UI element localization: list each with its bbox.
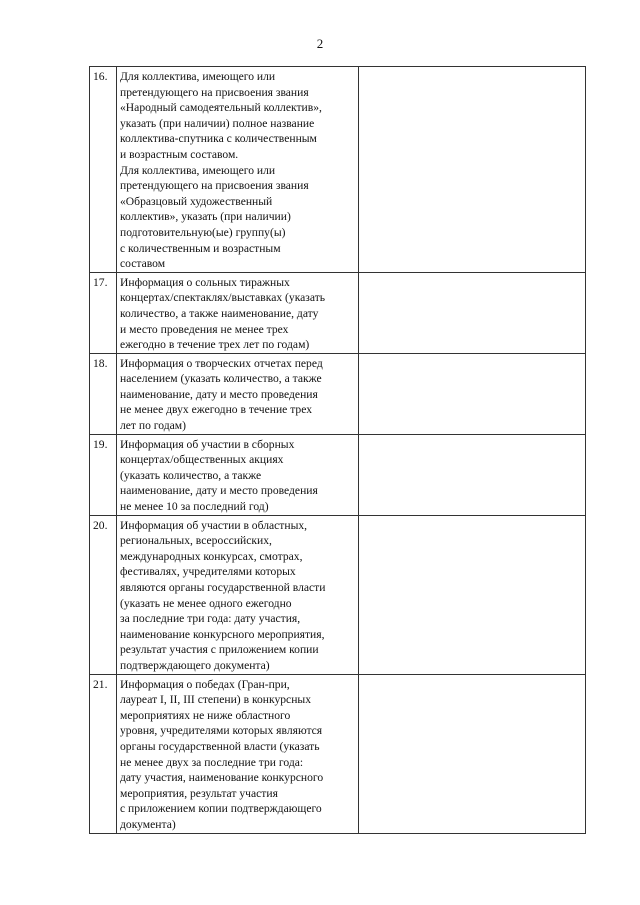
description-line: (указать количество, а также xyxy=(120,468,262,482)
description-line: Информация о сольных тиражных xyxy=(120,275,290,289)
row-description xyxy=(117,515,359,674)
description-paragraph xyxy=(120,275,355,353)
description-paragraph xyxy=(120,518,355,674)
description-line: за последние три года: дату участия, xyxy=(120,612,301,626)
page-number: 2 xyxy=(316,36,324,51)
row-number: 16. xyxy=(90,67,117,273)
row-value-field[interactable] xyxy=(359,515,586,674)
description-line: указать (при наличии) полное название xyxy=(120,116,315,130)
description-line: Для коллектива, имеющего или xyxy=(120,163,276,177)
description-line: не менее 10 за последний год) xyxy=(120,500,269,514)
row-number: 17. xyxy=(90,272,117,353)
table-row xyxy=(90,434,586,515)
row-description xyxy=(117,353,359,434)
description-paragraph xyxy=(120,437,355,515)
description-line: результат участия с приложением копии xyxy=(120,643,319,657)
description-line: наименование, дату и место проведения xyxy=(120,484,318,498)
description-line: коллектива-спутника с количественным xyxy=(120,132,317,146)
row-value-field[interactable] xyxy=(359,353,586,434)
description-line: наименование конкурсного мероприятия, xyxy=(120,627,325,641)
description-line: с приложением копии подтверждающего xyxy=(120,802,322,816)
row-description xyxy=(117,272,359,353)
description-line: не менее двух ежегодно в течение трех xyxy=(120,403,312,417)
description-line: мероприятиях не ниже областного xyxy=(120,708,291,722)
description-line: Информация о творческих отчетах перед xyxy=(120,356,323,370)
description-line: документа) xyxy=(120,817,176,831)
row-description xyxy=(117,434,359,515)
description-line: подтверждающего документа) xyxy=(120,658,270,672)
description-line: являются органы государственной власти xyxy=(120,581,326,594)
description-line: дату участия, наименование конкурсного xyxy=(120,771,324,785)
description-paragraph xyxy=(120,163,355,272)
description-paragraph xyxy=(120,677,355,833)
description-line: количество, а также наименование, дату xyxy=(120,306,319,320)
description-line: Информация об участии в областных, xyxy=(120,518,308,532)
description-line: не менее двух за последние три года: xyxy=(120,755,304,769)
description-line: региональных, всероссийских, xyxy=(120,534,272,548)
description-line: наименование, дату и место проведения xyxy=(120,387,318,401)
row-description xyxy=(117,67,359,273)
table-row xyxy=(90,515,586,674)
description-line: лауреат I, II, III степени) в конкурсных xyxy=(120,693,311,707)
description-line: претендующего на присвоения звания xyxy=(120,85,309,99)
description-line: с количественным и возрастным xyxy=(120,241,281,255)
description-line: подготовительную(ые) группу(ы) xyxy=(120,225,286,239)
description-line: уровня, учредителями которых являются xyxy=(120,724,323,738)
row-value-field[interactable] xyxy=(359,674,586,833)
description-line: фестивалях, учредителями которых xyxy=(120,565,296,579)
row-description xyxy=(117,674,359,833)
description-line: органы государственной власти (указать xyxy=(120,739,320,753)
description-paragraph xyxy=(120,69,355,163)
description-line: претендующего на присвоения звания xyxy=(120,179,309,193)
table-row xyxy=(90,67,586,273)
row-number: 20. xyxy=(90,515,117,674)
row-number: 18. xyxy=(90,353,117,434)
description-line: концертах/спектаклях/выставках (указать xyxy=(120,291,326,305)
description-line: лет по годам) xyxy=(120,419,186,433)
description-line: «Народный самодеятельный коллектив», xyxy=(120,101,322,115)
description-line: населением (указать количество, а также xyxy=(120,372,322,386)
description-line: составом xyxy=(120,257,166,271)
row-number: 21. xyxy=(90,674,117,833)
row-value-field[interactable] xyxy=(359,67,586,273)
description-line: (указать не менее одного ежегодно xyxy=(120,596,292,610)
description-line: «Образцовый художественный xyxy=(120,194,273,208)
description-line: ежегодно в течение трех лет по годам) xyxy=(120,338,310,352)
table-row xyxy=(90,353,586,434)
description-line: мероприятия, результат участия xyxy=(120,786,278,800)
row-number: 19. xyxy=(90,434,117,515)
description-line: Информация о победах (Гран-при, xyxy=(120,677,290,691)
table-body xyxy=(90,67,586,834)
application-form-table xyxy=(89,66,586,834)
description-line: концертах/общественных акциях xyxy=(120,453,284,467)
description-line: и возрастным составом. xyxy=(120,147,239,161)
description-line: Информация об участии в сборных xyxy=(120,437,295,451)
row-value-field[interactable] xyxy=(359,434,586,515)
description-line: Для коллектива, имеющего или xyxy=(120,70,276,83)
description-line: международных конкурсах, смотрах, xyxy=(120,549,303,563)
description-line: и место проведения не менее трех xyxy=(120,322,289,336)
description-paragraph xyxy=(120,356,355,434)
table-row xyxy=(90,674,586,833)
description-line: коллектив», указать (при наличии) xyxy=(120,210,291,224)
table-row xyxy=(90,272,586,353)
row-value-field[interactable] xyxy=(359,272,586,353)
